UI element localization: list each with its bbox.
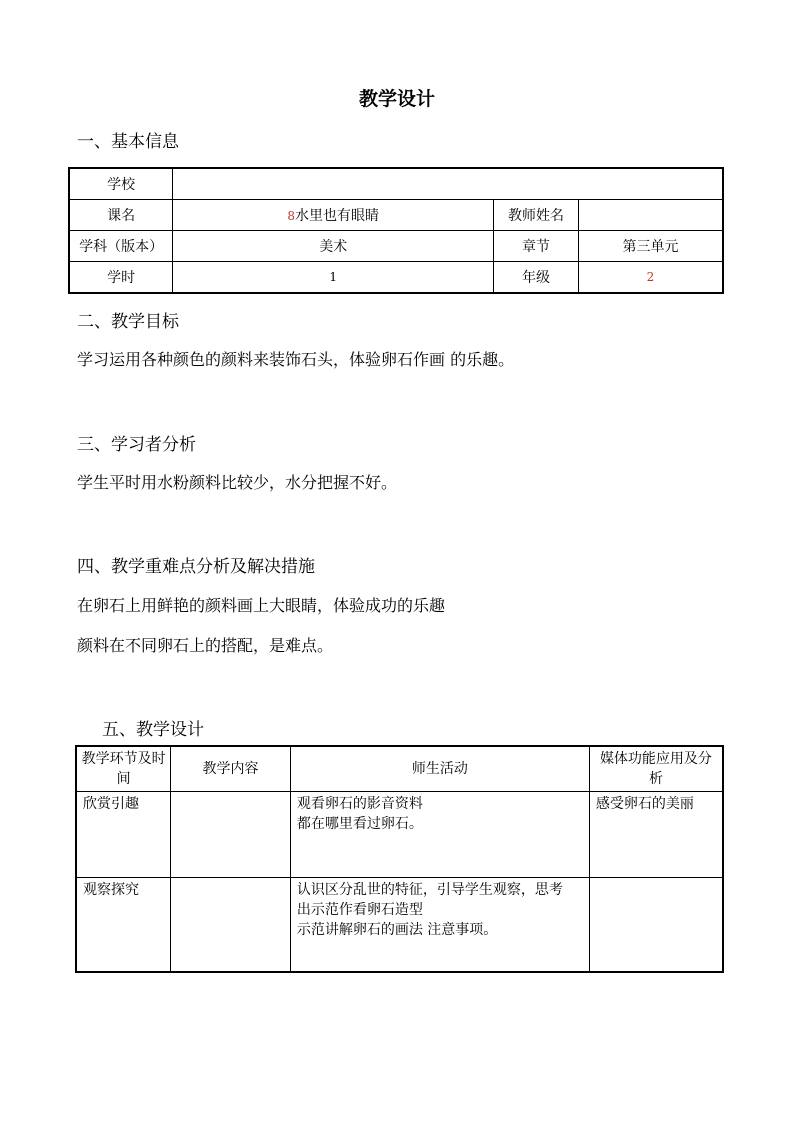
- table-row: [69, 231, 723, 262]
- activities-cell: [290, 878, 589, 972]
- learner-analysis-text: 学生平时用水粉颜料比较少，水分把握不好。: [77, 473, 398, 492]
- grade-number: 2: [646, 270, 655, 284]
- stage-cell: 观察探究: [76, 878, 171, 972]
- media-cell: [589, 878, 723, 972]
- table-row: [69, 200, 723, 231]
- chapter-value: 第三单元: [578, 231, 723, 262]
- course-name: 水里也有眼睛: [295, 208, 380, 224]
- table-header-row: [76, 746, 723, 792]
- activity-line: 观看卵石的影音资料: [296, 796, 423, 812]
- activity-line: 示范讲解卵石的画法 注意事项。: [296, 922, 498, 938]
- content-cell: [171, 878, 291, 972]
- table-row: [69, 168, 723, 200]
- objective-text: 学习运用各种颜色的颜料来装饰石头，体验卵石作画 的乐趣。: [77, 350, 515, 369]
- header-activities: 师生活动: [290, 746, 589, 792]
- course-value: [173, 200, 494, 231]
- hours-label: 学时: [69, 262, 173, 294]
- basic-info-table: [68, 167, 724, 294]
- hours-value: [173, 262, 494, 294]
- grade-label: 年级: [494, 262, 579, 294]
- teacher-label: 教师姓名: [494, 200, 579, 231]
- activity-line: 出示范作看卵石造型: [296, 902, 423, 918]
- hours-number: 1: [329, 270, 338, 284]
- stage-cell: 欣赏引趣: [76, 792, 171, 878]
- activity-line: 认识区分乱世的特征，引导学生观察，思考: [296, 882, 563, 898]
- section-heading-learner-analysis: 三、学习者分析: [77, 435, 196, 455]
- header-media: 媒体功能应用及分析: [589, 746, 723, 792]
- design-table: [75, 745, 724, 973]
- section-heading-difficulties: 四、教学重难点分析及解决措施: [77, 557, 315, 577]
- grade-value: [578, 262, 723, 294]
- chapter-label: 章节: [494, 231, 579, 262]
- table-row: [76, 878, 723, 972]
- section-heading-design: 五、教学设计: [102, 720, 204, 740]
- page-title: 教学设计: [358, 88, 435, 110]
- section-heading-basic-info: 一、基本信息: [77, 132, 179, 152]
- header-content: 教学内容: [171, 746, 291, 792]
- course-label: 课名: [69, 200, 173, 231]
- school-value: [173, 168, 723, 200]
- subject-label: 学科（版本）: [69, 231, 173, 262]
- subject-value: 美术: [173, 231, 494, 262]
- teacher-value: [578, 200, 723, 231]
- media-cell: 感受卵石的美丽: [589, 792, 723, 878]
- activities-cell: [290, 792, 589, 878]
- activity-line: 都在哪里看过卵石。: [296, 816, 423, 832]
- header-stage: 教学环节及时间: [76, 746, 171, 792]
- section-heading-objectives: 二、教学目标: [77, 312, 179, 332]
- course-number: 8: [287, 209, 296, 223]
- table-row: [76, 792, 723, 878]
- difficulty-line-2: 颜料在不同卵石上的搭配，是难点。: [77, 636, 334, 655]
- content-cell: [171, 792, 291, 878]
- difficulty-line-1: 在卵石上用鲜艳的颜料画上大眼睛，体验成功的乐趣: [77, 596, 446, 615]
- table-row: [69, 262, 723, 294]
- school-label: 学校: [69, 168, 173, 200]
